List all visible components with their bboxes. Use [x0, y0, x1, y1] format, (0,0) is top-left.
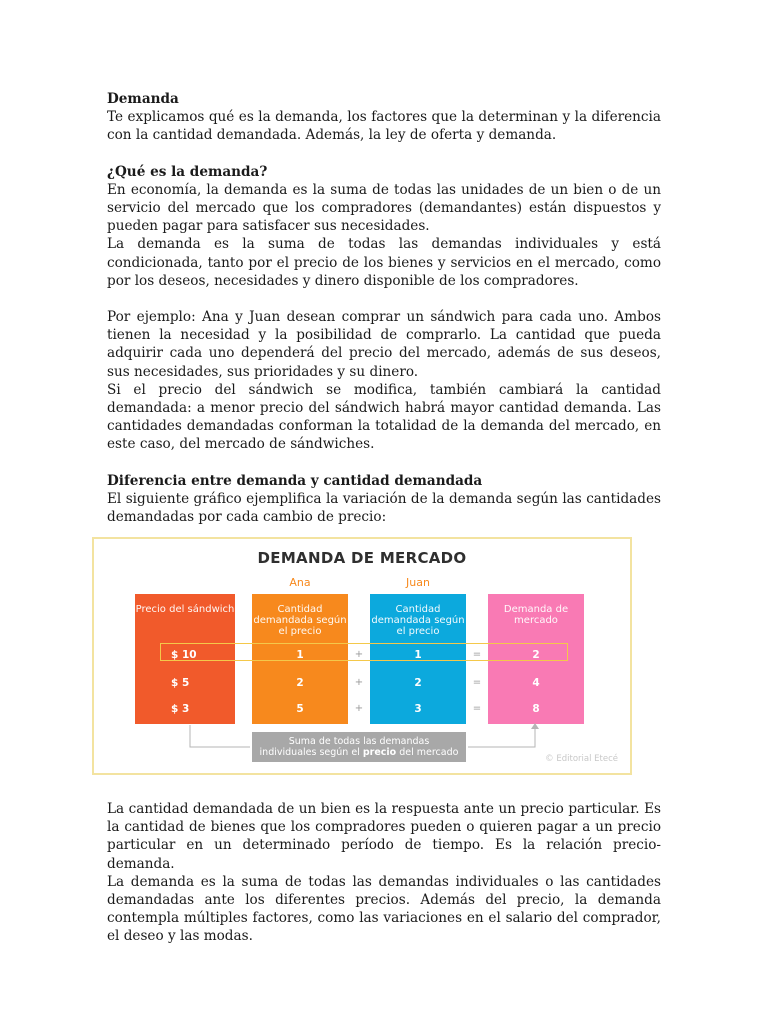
plus-sign: +	[354, 677, 364, 688]
sum-caption-text: individuales según el	[259, 747, 363, 758]
paragraph: La demanda es la suma de todas las demandas individuales y está condicionada, tanto por el precio de los bienes y servicios en el mercado, como por los deseos, necesidades y dinero disponible de los compradores.	[107, 236, 661, 289]
document-body	[107, 90, 661, 526]
price-cell: $ 10	[171, 649, 197, 661]
document-body-after-figure	[107, 800, 661, 946]
intro-paragraph: Te explicamos qué es la demanda, los factores que la determinan y la diferencia con la cantidad demandada. Además, la ley de oferta y demanda.	[107, 109, 661, 144]
paragraph: Si el precio del sándwich se modifica, también cambiará la cantidad demandada: a menor precio del sándwich habrá mayor cantidad demanda. Las cantidades demandadas conforman la totalidad de la demanda del mercado, en este caso, del mercado de sándwiches.	[107, 381, 661, 453]
market-demand-figure	[92, 537, 632, 775]
paragraph: El siguiente gráfico ejemplifica la variación de la demanda según las cantidades demandadas por cada cambio de precio:	[107, 490, 661, 526]
plus-sign: +	[354, 649, 364, 660]
ana-cell: 1	[296, 649, 304, 661]
price-cell: $ 5	[171, 677, 190, 689]
equals-sign: =	[472, 677, 482, 688]
paragraph: La cantidad demandada de un bien es la respuesta ante un precio particular. Es la cantidad de bienes que los compradores pueden o quieren pagar a un precio particular en un determinado período de tiempo. Es la relación precio-demanda.	[107, 801, 661, 872]
figure-title: DEMANDA DE MERCADO	[257, 549, 467, 567]
paragraph: Por ejemplo: Ana y Juan desean comprar un sándwich para cada uno. Ambos tienen la necesidad y la posibilidad de comprarlo. La cantidad que pueda adquirir cada uno dependerá del precio del mercado, además de sus deseos, sus necesidades, sus prioridades y su dinero.	[107, 309, 661, 380]
sum-caption-text: del mercado	[396, 747, 459, 758]
juan-cell: 3	[414, 703, 422, 715]
heading-demanda: Demanda	[107, 91, 179, 107]
sum-caption	[252, 732, 466, 762]
ana-cell: 5	[296, 703, 304, 715]
market-column-header: Demanda de mercado	[503, 604, 569, 626]
person-ana-label: Ana	[289, 576, 311, 589]
ana-column-header: Cantidad demandada según el precio	[253, 604, 347, 637]
price-column-header: Precio del sándwich	[135, 604, 235, 615]
heading-diferencia: Diferencia entre demanda y cantidad demandada	[107, 472, 483, 489]
sum-caption-line2	[252, 747, 466, 758]
equals-sign: =	[472, 703, 482, 714]
juan-cell: 2	[414, 677, 422, 689]
market-cell: 2	[532, 649, 540, 661]
juan-cell: 1	[414, 649, 422, 661]
ana-cell: 2	[296, 677, 304, 689]
price-cell: $ 3	[171, 703, 190, 715]
equals-sign: =	[472, 649, 482, 660]
paragraph: La demanda es la suma de todas las demandas individuales o las cantidades demandadas ante los diferentes precios. Además del precio, la demanda contempla múltiples factores, como las variaciones en el salario del comprador, el deseo y las modas.	[107, 873, 661, 945]
sum-caption-line1: Suma de todas las demandas	[288, 736, 430, 747]
market-cell: 8	[532, 703, 540, 715]
person-juan-label: Juan	[406, 576, 430, 589]
market-cell: 4	[532, 677, 540, 689]
paragraph: En economía, la demanda es la suma de todas las unidades de un bien o de un servicio del mercado que los compradores (demandantes) están dispuestos y pueden pagar para satisfacer sus necesidades.	[107, 181, 661, 235]
juan-column-header: Cantidad demandada según el precio	[371, 604, 465, 637]
sum-caption-bold: precio	[362, 747, 397, 758]
heading-que-es: ¿Qué es la demanda?	[107, 163, 268, 180]
plus-sign: +	[354, 703, 364, 714]
figure-credit: © Editorial Etecé	[545, 754, 618, 764]
